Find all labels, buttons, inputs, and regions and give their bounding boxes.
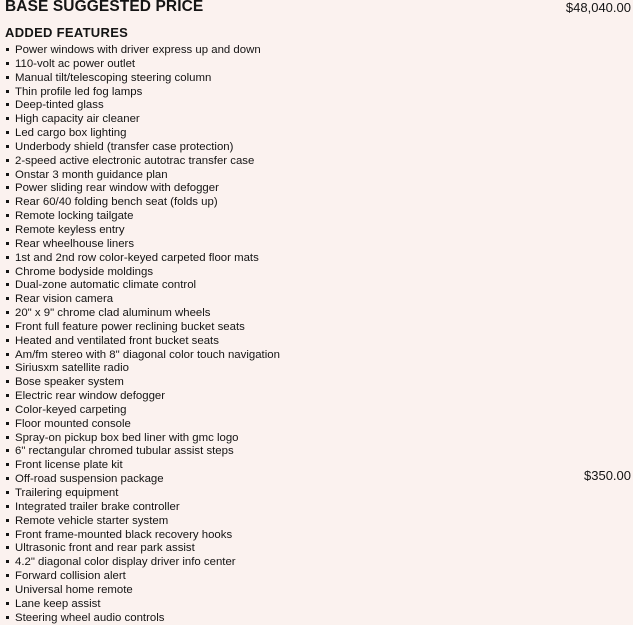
bullet-icon <box>6 256 9 259</box>
feature-list-item <box>6 389 631 403</box>
bullet-icon <box>6 408 9 411</box>
bullet-icon <box>6 463 9 466</box>
bullet-icon <box>6 436 9 439</box>
feature-list-item <box>6 251 631 265</box>
bullet-icon <box>6 48 9 51</box>
feature-label: Bose speaker system <box>15 376 124 389</box>
bullet-icon <box>6 186 9 189</box>
feature-list-item <box>6 154 631 168</box>
bullet-icon <box>6 270 9 273</box>
feature-list-item <box>6 611 631 625</box>
feature-label: Heated and ventilated front bucket seats <box>15 334 219 347</box>
feature-label: 2-speed active electronic autotrac transfer case <box>15 154 255 167</box>
feature-label: 4.2" diagonal color display driver info center <box>15 556 236 569</box>
feature-list-item <box>6 43 631 57</box>
bullet-icon <box>6 353 9 356</box>
bullet-icon <box>6 519 9 522</box>
feature-list-item <box>6 126 631 140</box>
feature-list-item <box>6 541 631 555</box>
bullet-icon <box>6 297 9 300</box>
bullet-icon <box>6 616 9 619</box>
bullet-icon <box>6 380 9 383</box>
bullet-icon <box>6 602 9 605</box>
feature-label: Underbody shield (transfer case protection) <box>15 140 234 153</box>
feature-list-item <box>6 57 631 71</box>
feature-label: Spray-on pickup box bed liner with gmc logo <box>15 431 239 444</box>
bullet-icon <box>6 422 9 425</box>
bullet-icon <box>6 311 9 314</box>
feature-list-item <box>6 334 631 348</box>
bullet-icon <box>6 103 9 106</box>
feature-list-item <box>6 444 631 458</box>
bullet-icon <box>6 560 9 563</box>
feature-list-item <box>6 431 631 445</box>
feature-list-item <box>6 292 631 306</box>
bullet-icon <box>6 242 9 245</box>
feature-list-item <box>6 403 631 417</box>
bullet-icon <box>6 505 9 508</box>
feature-label: Rear vision camera <box>15 293 114 306</box>
feature-label: 20" x 9" chrome clad aluminum wheels <box>15 307 211 320</box>
feature-label: Integrated trailer brake controller <box>15 500 180 513</box>
bullet-icon <box>6 477 9 480</box>
feature-list-item <box>6 583 631 597</box>
feature-label: Manual tilt/telescoping steering column <box>15 71 212 84</box>
bullet-icon <box>6 228 9 231</box>
bullet-icon <box>6 339 9 342</box>
bullet-icon <box>6 200 9 203</box>
added-features-list <box>6 43 631 624</box>
bullet-icon <box>6 117 9 120</box>
bullet-icon <box>6 546 9 549</box>
feature-label: Electric rear window defogger <box>15 390 166 403</box>
feature-list-item <box>6 265 631 279</box>
feature-list-item <box>6 85 631 99</box>
feature-list-item <box>6 458 631 472</box>
feature-label: Ultrasonic front and rear park assist <box>15 542 195 555</box>
bullet-icon <box>6 76 9 79</box>
feature-list-item <box>6 306 631 320</box>
feature-label: Remote keyless entry <box>15 223 125 236</box>
feature-list-item <box>6 528 631 542</box>
feature-list-item <box>6 375 631 389</box>
feature-label: Onstar 3 month guidance plan <box>15 168 168 181</box>
feature-label: Universal home remote <box>15 583 133 596</box>
feature-list-item <box>6 468 631 486</box>
feature-list-item <box>6 71 631 85</box>
bullet-icon <box>6 214 9 217</box>
feature-list-item <box>6 223 631 237</box>
feature-list-item <box>6 361 631 375</box>
bullet-icon <box>6 145 9 148</box>
bullet-icon <box>6 574 9 577</box>
bullet-icon <box>6 533 9 536</box>
feature-list-item <box>6 500 631 514</box>
base-price-row <box>5 0 631 18</box>
feature-label: Power sliding rear window with defogger <box>15 182 219 195</box>
feature-list-item <box>6 486 631 500</box>
bullet-icon <box>6 131 9 134</box>
bullet-icon <box>6 90 9 93</box>
bullet-icon <box>6 449 9 452</box>
feature-label: Color-keyed carpeting <box>15 403 127 416</box>
feature-list-item <box>6 140 631 154</box>
bullet-icon <box>6 173 9 176</box>
feature-list-item <box>6 597 631 611</box>
bullet-icon <box>6 283 9 286</box>
bullet-icon <box>6 394 9 397</box>
bullet-icon <box>6 491 9 494</box>
feature-label: Front full feature power reclining bucket seats <box>15 320 245 333</box>
feature-list-item <box>6 209 631 223</box>
feature-label: Off-road suspension package <box>15 473 164 486</box>
added-features-heading: ADDED FEATURES <box>5 25 129 40</box>
feature-label: Deep-tinted glass <box>15 99 104 112</box>
feature-label: 110-volt ac power outlet <box>15 57 136 70</box>
feature-list-item <box>6 181 631 195</box>
base-suggested-price-label: BASE SUGGESTED PRICE <box>5 0 204 15</box>
feature-label: Forward collision alert <box>15 570 126 583</box>
feature-label: Remote vehicle starter system <box>15 514 169 527</box>
feature-label: Rear wheelhouse liners <box>15 237 135 250</box>
feature-label: Am/fm stereo with 8" diagonal color touch navigation <box>15 348 280 361</box>
feature-label: 1st and 2nd row color-keyed carpeted floor mats <box>15 251 259 264</box>
feature-list-item <box>6 195 631 209</box>
feature-label: High capacity air cleaner <box>15 113 140 126</box>
feature-list-item <box>6 278 631 292</box>
feature-label: Remote locking tailgate <box>15 210 134 223</box>
feature-label: Front license plate kit <box>15 459 123 472</box>
bullet-icon <box>6 62 9 65</box>
feature-list-item <box>6 237 631 251</box>
feature-label: Thin profile led fog lamps <box>15 85 143 98</box>
feature-list-item <box>6 320 631 334</box>
feature-list-item <box>6 555 631 569</box>
feature-list-item <box>6 168 631 182</box>
feature-price: $350.00 <box>584 468 631 484</box>
feature-label: Trailering equipment <box>15 487 119 499</box>
bullet-icon <box>6 588 9 591</box>
base-suggested-price-value: $48,040.00 <box>565 0 631 15</box>
feature-label: Chrome bodyside moldings <box>15 265 154 278</box>
feature-label: Front frame-mounted black recovery hooks <box>15 528 233 541</box>
feature-list-item <box>6 569 631 583</box>
feature-list-item <box>6 514 631 528</box>
feature-label: Rear 60/40 folding bench seat (folds up) <box>15 196 218 209</box>
feature-label: 6" rectangular chromed tubular assist steps <box>15 445 234 458</box>
feature-label: Steering wheel audio controls <box>15 611 165 624</box>
feature-list-item <box>6 417 631 431</box>
feature-list-item <box>6 98 631 112</box>
bullet-icon <box>6 366 9 369</box>
feature-list-item <box>6 348 631 362</box>
feature-label: Lane keep assist <box>15 597 101 610</box>
feature-label: Power windows with driver express up and down <box>15 44 261 56</box>
feature-label: Siriusxm satellite radio <box>15 362 129 375</box>
feature-list-item <box>6 112 631 126</box>
feature-label: Led cargo box lighting <box>15 127 127 140</box>
bullet-icon <box>6 325 9 328</box>
feature-label: Dual-zone automatic climate control <box>15 279 197 292</box>
bullet-icon <box>6 159 9 162</box>
feature-label: Floor mounted console <box>15 417 131 430</box>
